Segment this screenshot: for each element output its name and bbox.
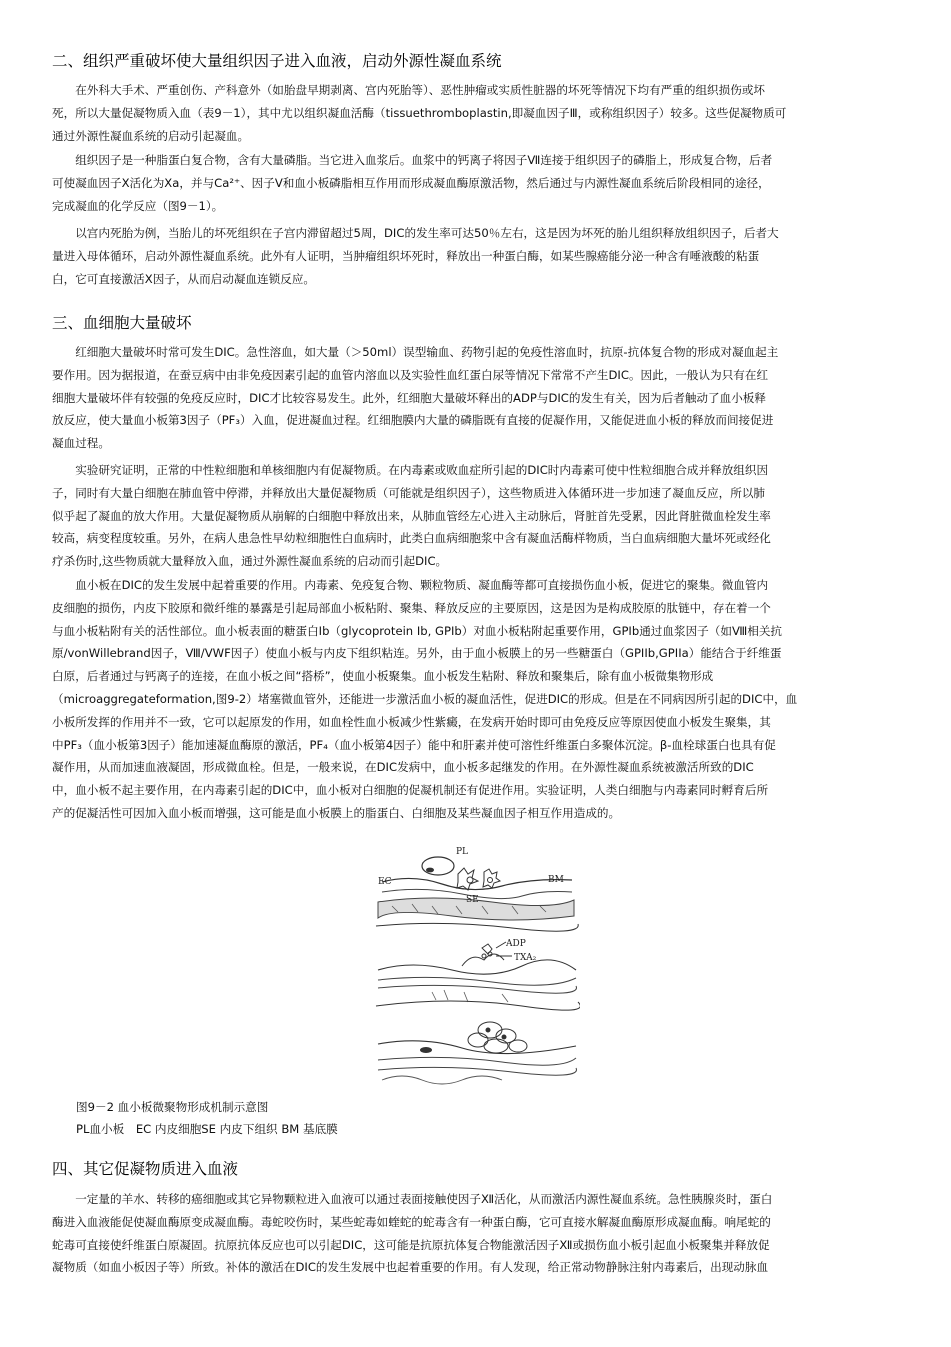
platelet-microaggregate-figure — [372, 840, 580, 1094]
paragraph-line: 凝物质（如血小板因子等）所致。补体的激活在DIC的发生发展中也起着重要的作用。有人发现，给正常动物静脉注射内毒素后，出现动脉血 — [52, 1260, 769, 1275]
paragraph-line: 疗杀伤时,这些物质就大量释放入血，通过外源性凝血系统的启动而引起DIC。 — [52, 554, 448, 569]
paragraph-line: 死，所以大量促凝物质入血（表9－1），其中尤以组织凝血活酶（tissuethromboplastin,即凝血因子Ⅲ，或称组织因子）较多。这些促凝物质可 — [52, 105, 787, 120]
paragraph-line: 白原，后者通过与钙离子的连接，在血小板之间“搭桥”，使血小板聚集。血小板发生粘附、释放和聚集后，除有血小板微集物形成 — [52, 669, 714, 684]
label-adp: ADP — [506, 939, 526, 949]
figure-caption-title: 图9－2 血小板微聚物形成机制示意图 — [76, 1100, 269, 1114]
paragraph-line: 酶进入血液能促使凝血酶原变成凝血酶。毒蛇咬伤时，某些蛇毒如蝰蛇的蛇毒含有一种蛋白酶，它可直接水解凝血酶原形成凝血酶。响尾蛇的 — [52, 1214, 771, 1229]
section-4-heading: 四、其它促凝物质进入血液 — [52, 1160, 239, 1178]
section-2-paragraph-3 — [52, 222, 900, 290]
paragraph-line: 凝作用，从而加速血液凝固，形成微血栓。但是，一般来说，在DIC发病中，血小板多起继发的作用。在外源性凝血系统被激活所致的DIC — [52, 760, 754, 775]
label-txa2: TXA₂ — [514, 953, 537, 963]
paragraph-line: （microaggregateformation,图9-2）堵塞微血管外，还能进一步激活血小板的凝血活性，促进DIC的形成。但是在不同病因所引起的DIC中，血 — [52, 691, 798, 706]
paragraph-line: 较高，病变程度较重。另外，在病人患急性早幼粒细胞性白血病时，此类白血病细胞浆中含有凝血活酶样物质，当白血病细胞大量坏死或经化 — [52, 531, 771, 546]
section-3-paragraph-2 — [52, 459, 900, 573]
paragraph-line: 产的促凝活性可因加入血小板而增强，这可能是血小板膜上的脂蛋白、白细胞及某些凝血因子相互作用造成的。 — [52, 805, 621, 820]
paragraph-line: 可使凝血因子X活化为Xa，并与Ca²⁺、因子V和血小板磷脂相互作用而形成凝血酶原激活物，然后通过与内源性凝血系统后阶段相同的途径， — [52, 175, 770, 190]
section-4-paragraph-1 — [52, 1188, 900, 1279]
section-3-paragraph-1 — [52, 341, 900, 455]
section-3-paragraph-3 — [52, 574, 900, 825]
paragraph-line: 子，同时有大量白细胞在肺血管中停滞，并释放出大量促凝物质（可能就是组织因子），这些物质进入体循环进一步加速了凝血反应，所以肺 — [52, 485, 766, 500]
label-se: SE — [466, 895, 479, 905]
paragraph-line: 凝血过程。 — [52, 436, 110, 451]
paragraph-line: 与血小板粘附有关的活性部位。血小板表面的糖蛋白Ib（glycoprotein Ib, GPIb）对血小板粘附起重要作用，GPIb通过血浆因子（如Ⅷ相关抗 — [52, 623, 783, 638]
section-2-heading: 二、组织严重破坏使大量组织因子进入血液，启动外源性凝血系统 — [52, 52, 502, 70]
paragraph-line: 通过外源性凝血系统的启动引起凝血。 — [52, 128, 250, 143]
paragraph-line: 一定量的羊水、转移的癌细胞或其它异物颗粒进入血液可以通过表面接触使因子Ⅻ活化，从而激活内源性凝血系统。急性胰腺炎时，蛋白 — [52, 1192, 773, 1206]
label-ec: EC — [378, 877, 392, 887]
paragraph-line: 红细胞大量破坏时常可发生DIC。急性溶血，如大量（＞50ml）误型输血、药物引起的免疫性溶血时，抗原-抗体复合物的形成对凝血起主 — [52, 345, 779, 359]
paragraph-line: 蛇毒可直接使纤维蛋白原凝固。抗原抗体反应也可以引起DIC，这可能是抗原抗体复合物能激活因子Ⅻ或损伤血小板引起血小板聚集并释放促 — [52, 1237, 770, 1252]
section-2-paragraph-1 — [52, 79, 900, 147]
label-bm: BM — [548, 875, 564, 885]
paragraph-line: 小板所发挥的作用并不一致，它可以起原发的作用，如血栓性血小板减少性紫癜，在发病开始时即可由免疫反应等原因使血小板发生聚集，其 — [52, 714, 771, 729]
paragraph-line: 实验研究证明，正常的中性粒细胞和单核细胞内有促凝物质。在内毒素或败血症所引起的DIC时内毒素可使中性粒细胞合成并释放组织因 — [52, 463, 769, 477]
paragraph-line: 以宫内死胎为例，当胎儿的坏死组织在子宫内滞留超过5周，DIC的发生率可达50％左右，这是因为坏死的胎儿组织释放组织因子，后者大 — [52, 226, 779, 240]
paragraph-line: 放反应，使大量血小板第3因子（PF₃）入血，促进凝血过程。红细胞膜内大量的磷脂既有直接的促凝作用，又能促进血小板的释放而间接促进 — [52, 413, 774, 428]
section-2-paragraph-2 — [52, 149, 900, 217]
paragraph-line: 中，血小板不起主要作用，在内毒素引起的DIC中，血小板对白细胞的促凝机制还有促进作用。实验证明，人类白细胞与内毒素同时孵育后所 — [52, 783, 769, 798]
paragraph-line: 在外科大手术、严重创伤、产科意外（如胎盘早期剥离、宫内死胎等）、恶性肿瘤或实质性脏器的坏死等情况下均有严重的组织损伤或坏 — [52, 83, 766, 97]
figure-caption-legend: PL血小板 EC 内皮细胞SE 内皮下组织 BM 基底膜 — [76, 1122, 338, 1136]
section-3-heading: 三、血细胞大量破坏 — [52, 314, 192, 332]
paragraph-line: 白，它可直接激活X因子，从而启动凝血连锁反应。 — [52, 271, 316, 286]
paragraph-line: 皮细胞的损伤，内皮下胶原和微纤维的暴露是引起局部血小板粘附、聚集、释放反应的主要原因，这是因为是构成胶原的肽链中，存在着一个 — [52, 600, 771, 615]
paragraph-line: 血小板在DIC的发生发展中起着重要的作用。内毒素、免疫复合物、颗粒物质、凝血酶等都可直接损伤血小板，促进它的聚集。微血管内 — [52, 578, 769, 592]
paragraph-line: 细胞大量破坏伴有较强的免疫反应时，DIC才比较容易发生。此外，红细胞大量破坏释出的ADP与DIC的发生有关，因为后者触动了血小板释 — [52, 390, 766, 405]
paragraph-line: 原/vonWillebrand因子，Ⅷ/VWF因子）使血小板与内皮下组织粘连。另外，由于血小板膜上的另一些糖蛋白（GPIIb,GPIIa）能结合于纤维蛋 — [52, 646, 782, 661]
paragraph-line: 要作用。因为据报道，在蚕豆病中由非免疫因素引起的血管内溶血以及实验性血红蛋白尿等情况下常常不产生DIC。因此，一般认为只有在红 — [52, 367, 769, 382]
paragraph-line: 量进入母体循环，启动外源性凝血系统。此外有人证明，当肿瘤组织坏死时，释放出一种蛋白酶，如某些腺癌能分泌一种含有唾液酸的粘蛋 — [52, 248, 760, 263]
paragraph-line: 似乎起了凝血的放大作用。大量促凝物质从崩解的白细胞中释放出来，从肺血管经左心进入主动脉后，肾脏首先受累，因此肾脏微血栓发生率 — [52, 508, 771, 523]
paragraph-line: 中PF₃（血小板第3因子）能加速凝血酶原的激活，PF₄（血小板第4因子）能中和肝素并使可溶性纤维蛋白多聚体沉淀。β-血栓球蛋白也具有促 — [52, 737, 776, 752]
label-pl: PL — [456, 847, 469, 857]
paragraph-line: 组织因子是一种脂蛋白复合物，含有大量磷脂。当它进入血浆后。血浆中的钙离子将因子Ⅶ连接于组织因子的磷脂上，形成复合物，后者 — [52, 153, 773, 167]
paragraph-line: 完成凝血的化学反应（图9－1）。 — [52, 198, 224, 213]
